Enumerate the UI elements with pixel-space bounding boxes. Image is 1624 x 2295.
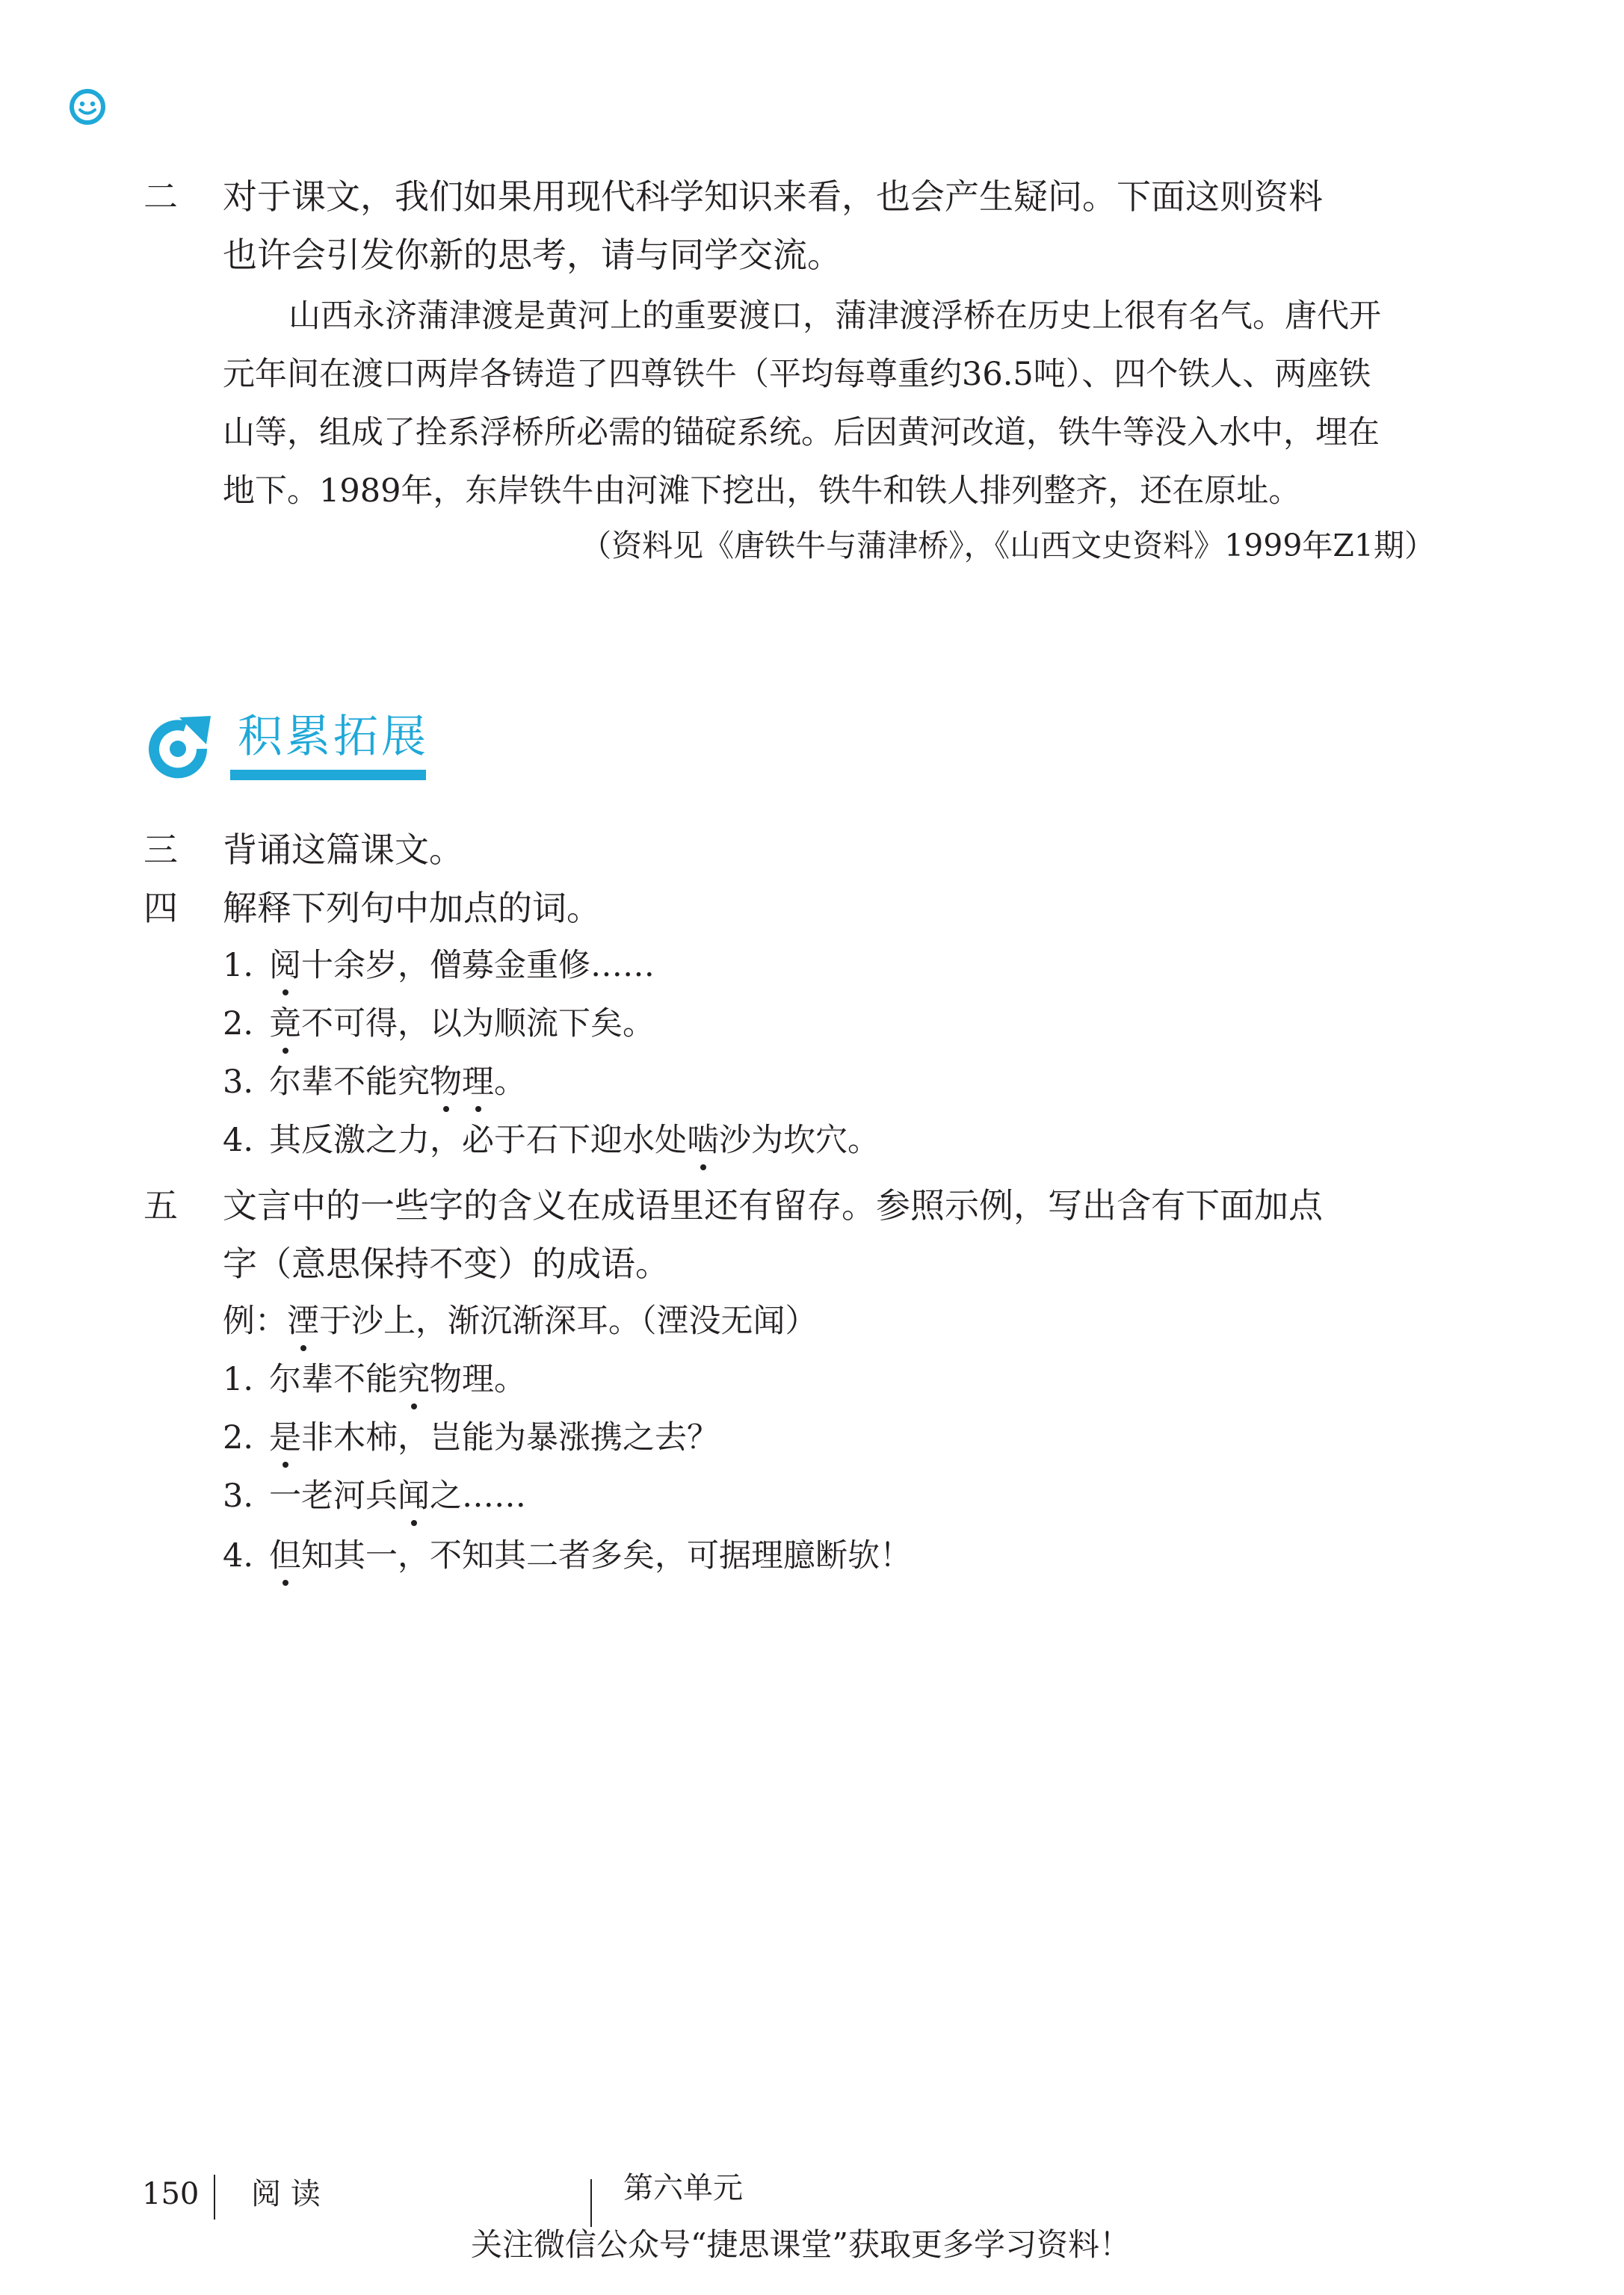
question-number: 二 xyxy=(143,176,178,217)
footer-divider xyxy=(590,2179,592,2227)
section-arrow-icon xyxy=(141,711,215,786)
dotted-char: 是 xyxy=(269,1415,301,1460)
list-item: 4. 其反激之力，必于石下迎水处啮沙为坎穴。 xyxy=(223,1118,880,1163)
reference-passage xyxy=(223,287,1381,520)
example-line: 例：湮于沙上，渐沉渐深耳。（湮没无闻） xyxy=(223,1299,818,1344)
question-text-line: 解释下列句中加点的词。 xyxy=(223,888,601,928)
question-text-line: 字（意思保持不变）的成语。 xyxy=(223,1244,670,1284)
question-text-line: 文言中的一些字的含义在成语里还有留存。参照示例，写出含有下面加点 xyxy=(223,1185,1323,1226)
passage-line: 山西永济蒲津渡是黄河上的重要渡口，蒲津渡浮桥在历史上很有名气。唐代开 xyxy=(288,297,1381,335)
list-item: 4. 但知其一，不知其二者多矣，可据理臆断欤！ xyxy=(223,1533,912,1578)
list-item: 3. 一老河兵闻之…… xyxy=(223,1474,526,1519)
question-number: 四 xyxy=(143,888,178,928)
question-4 xyxy=(143,879,601,937)
dotted-char: 湮 xyxy=(287,1299,319,1344)
question-2 xyxy=(143,167,1323,284)
section-title: 积累拓展 xyxy=(238,711,429,763)
list-item: 1. 阅十余岁，僧募金重修…… xyxy=(223,943,655,988)
smiley-icon xyxy=(69,88,106,126)
list-item: 2. 是非木柿，岂能为暴涨携之去？ xyxy=(223,1415,719,1460)
question-text-line: 也许会引发你新的思考，请与同学交流。 xyxy=(223,235,842,275)
passage-line: 元年间在渡口两岸各铸造了四尊铁牛（平均每尊重约36.5吨）、四个铁人、两座铁 xyxy=(223,356,1371,393)
page-number: 150 xyxy=(142,2177,200,2211)
question-number: 五 xyxy=(143,1185,178,1226)
dotted-char: 竟 xyxy=(269,1001,301,1046)
dotted-char: 物 xyxy=(430,1060,462,1105)
dotted-char: 但 xyxy=(269,1533,301,1578)
question-5 xyxy=(143,1176,1323,1293)
dotted-char: 闻 xyxy=(398,1474,430,1519)
dotted-char: 阅 xyxy=(269,943,301,988)
footer-unit: 第六单元 xyxy=(623,2171,743,2205)
dotted-char: 理 xyxy=(462,1060,494,1105)
footer-divider xyxy=(214,2175,215,2220)
passage-line: 山等，组成了拴系浮桥所必需的锚碇系统。后因黄河改道，铁牛等没入水中，埋在 xyxy=(223,414,1380,451)
question-number: 三 xyxy=(143,830,178,870)
dotted-char: 究 xyxy=(398,1357,430,1402)
passage-line: 地下。1989年，东岸铁牛由河滩下挖出，铁牛和铁人排列整齐，还在原址。 xyxy=(223,472,1301,510)
list-item: 2. 竟不可得，以为顺流下矣。 xyxy=(223,1001,655,1046)
dotted-char: 啮 xyxy=(687,1118,719,1163)
question-text-line: 对于课文，我们如果用现代科学知识来看，也会产生疑问。下面这则资料 xyxy=(223,176,1323,217)
list-item: 3. 尔辈不能究物理。 xyxy=(223,1060,526,1105)
passage-source: （资料见《唐铁牛与蒲津桥》，《山西文史资料》1999年Z1期） xyxy=(581,528,1435,563)
section-underline xyxy=(230,770,426,780)
question-text-line: 背诵这篇课文。 xyxy=(223,830,463,870)
footer-notice: 关注微信公众号“捷思课堂”获取更多学习资料！ xyxy=(471,2226,1131,2263)
list-item: 1. 尔辈不能究物理。 xyxy=(223,1357,526,1402)
footer-section: 阅 读 xyxy=(251,2177,321,2211)
question-3 xyxy=(143,821,463,879)
